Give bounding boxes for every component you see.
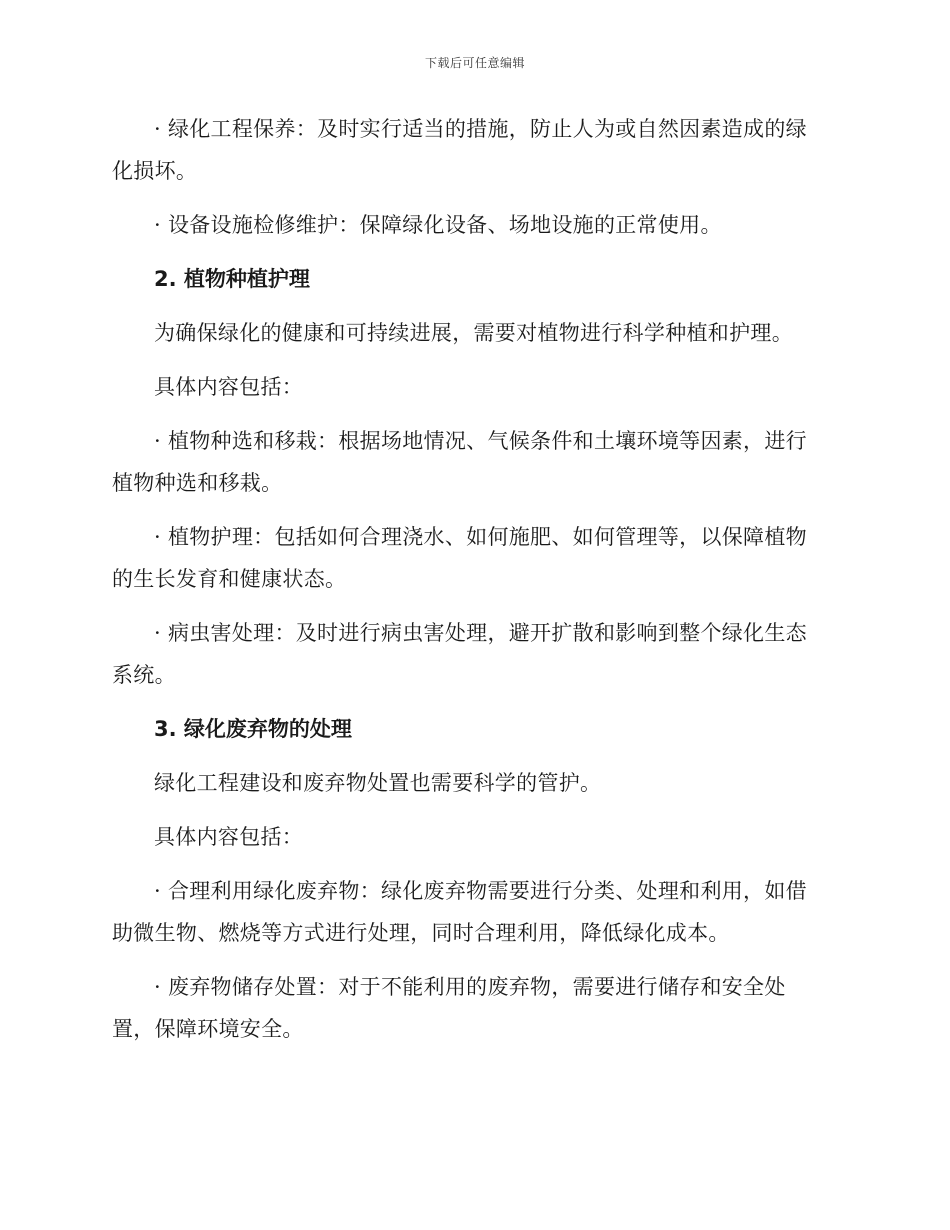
paragraph-plant-care-contents: 具体内容包括：	[154, 375, 304, 399]
bullet-equipment-maintenance: · 设备设施检修维护：保障绿化设备、场地设施的正常使用。	[154, 213, 722, 237]
paragraph-waste-intro: 绿化工程建设和废弃物处置也需要科学的管护。	[154, 771, 602, 795]
bullet-greening-maintenance: · 绿化工程保养：及时实行适当的措施，防止人为或自然因素造成的绿化损坏。	[112, 117, 807, 183]
paragraph-waste-contents: 具体内容包括：	[154, 825, 304, 849]
bullet-pest-control: · 病虫害处理：及时进行病虫害处理，避开扩散和影响到整个绿化生态系统。	[112, 621, 807, 687]
section-heading-waste-disposal: 3. 绿化废弃物的处理	[154, 717, 352, 741]
bullet-waste-utilization: · 合理利用绿化废弃物：绿化废弃物需要进行分类、处理和利用，如借助微生物、燃烧等方式进行处理，同时合理利用，降低绿化成本。	[112, 879, 807, 945]
page-header: 下载后可任意编辑	[424, 56, 525, 70]
bullet-plant-selection: · 植物种选和移栽：根据场地情况、气候条件和土壤环境等因素，进行植物种选和移栽。	[112, 429, 807, 495]
bullet-plant-care: · 植物护理：包括如何合理浇水、如何施肥、如何管理等，以保障植物的生长发育和健康状态。	[112, 525, 807, 591]
document-body	[112, 108, 824, 1062]
section-heading-plant-care: 2. 植物种植护理	[154, 267, 310, 291]
bullet-waste-storage: · 废弃物储存处置：对于不能利用的废弃物，需要进行储存和安全处置，保障环境安全。	[112, 975, 786, 1041]
paragraph-plant-care-intro: 为确保绿化的健康和可持续进展，需要对植物进行科学种植和护理。	[154, 321, 793, 345]
